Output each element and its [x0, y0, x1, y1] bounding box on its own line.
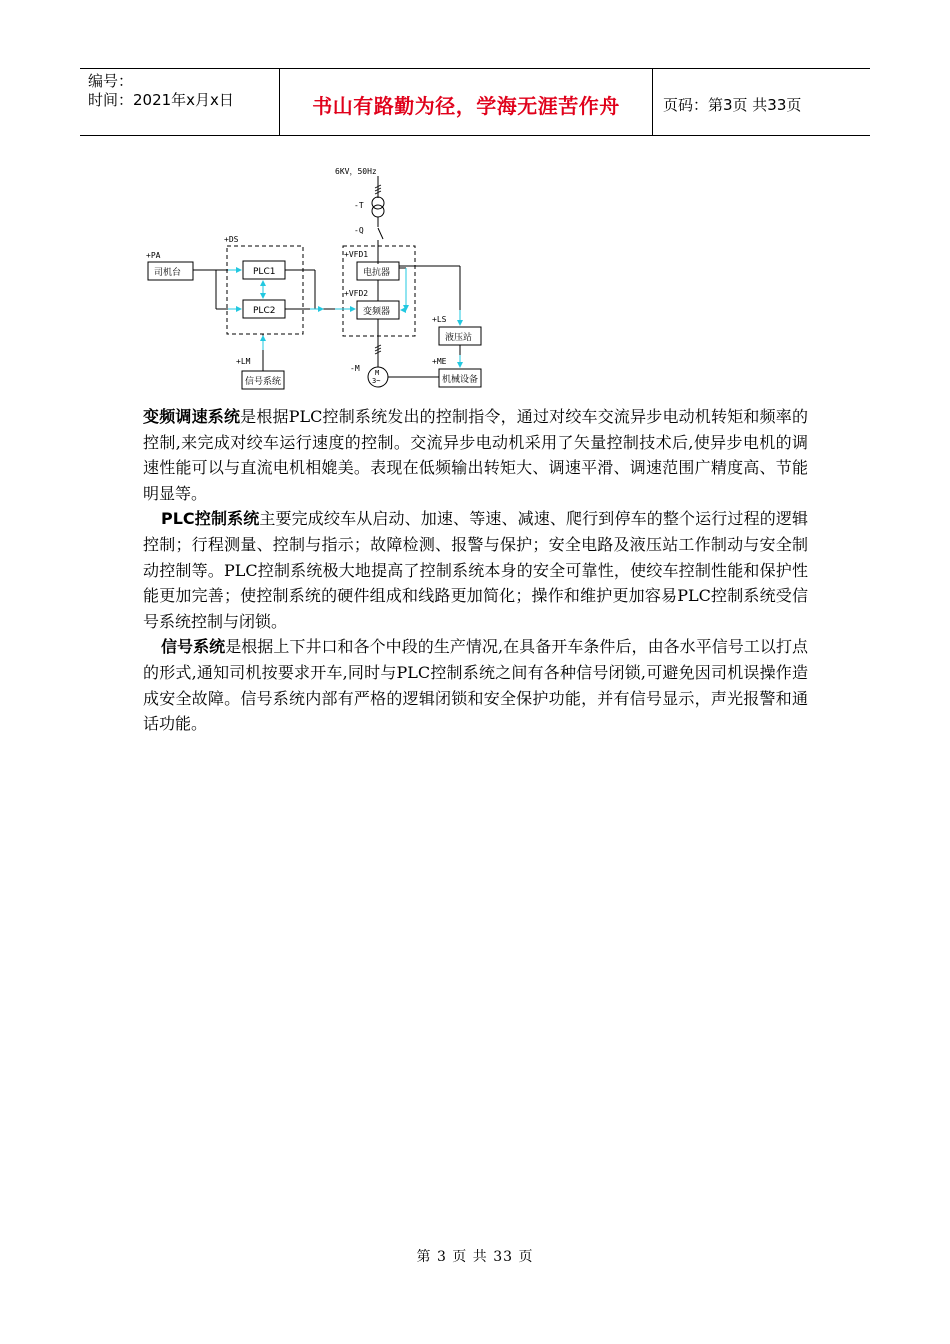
header-page-label: 页码：第3页 共33页: [663, 95, 802, 114]
switch-icon: [378, 228, 383, 239]
vfd2-tag: +VFD2: [344, 289, 369, 298]
reactor-label: 电抗器: [363, 268, 391, 278]
system-diagram: [140, 160, 500, 400]
motor-tag: -M: [350, 364, 360, 373]
page-footer: 第 3 页 共 33 页: [416, 1249, 534, 1265]
doc-number-label: 编号：: [88, 72, 134, 90]
body-text: [143, 404, 808, 737]
lm-tag: +LM: [236, 357, 251, 366]
term-signal: 信号系统: [161, 637, 226, 657]
cable-mark-icon-2: [375, 345, 381, 354]
paragraph-vfd-text: 是根据PLC控制系统发出的控制指令，通过对绞车交流异步电动机转矩和频率的控制,来完成对绞车运行速度的控制。交流异步电动机采用了矢量控制技术后,使异步电机的调速性能可以与直流电机相媲美。表现在低频输出转矩大、调速平滑、调速范围广精度高、节能明显等。: [143, 407, 808, 503]
signal-label: 信号系统: [245, 377, 282, 387]
motor-phase: 3~: [372, 377, 381, 385]
paragraph-plc-text: 主要完成绞车从启动、加速、等速、减速、爬行到停车的整个运行过程的逻辑控制；行程测量、控制与指示；故障检测、报警与保护；安全电路及液压站工作制动与安全制动控制等。PLC控制系统极大地提高了控制系统本身的安全可靠性，使绞车控制性能和保护性能更加完善；使控制系统的硬件组成和线路更加简化；操作和维护更加容易PLC控制系统受信号系统控制与闭锁。: [143, 509, 808, 631]
transformer-tag: -T: [354, 201, 364, 210]
hydraulic-label: 液压站: [445, 333, 473, 343]
ds-tag: +DS: [224, 235, 239, 244]
term-plc: PLC控制系统: [161, 509, 260, 529]
switch-tag: -Q: [354, 226, 364, 235]
pa-tag: +PA: [146, 251, 161, 260]
ls-tag: +LS: [432, 315, 447, 324]
driver-desk-label: 司机台: [154, 268, 182, 278]
paragraph-vfd: [143, 404, 808, 506]
paragraph-plc: [143, 506, 808, 634]
ds-group: [227, 246, 303, 334]
paragraph-signal-text: 是根据上下井口和各个中段的生产情况,在具备开车条件后，由各水平信号工以打点的形式,通知司机按要求开车,同时与PLC控制系统之间有各种信号闭锁,可避免因司机误操作造成安全故障。信号系统内部有严格的逻辑闭锁和安全保护功能，并有信号显示，声光报警和通话功能。: [143, 637, 808, 734]
page-header: [80, 68, 870, 136]
machinery-label: 机械设备: [442, 375, 479, 385]
header-motto: 书山有路勤为径，学海无涯苦作舟: [280, 69, 653, 135]
vfd1-tag: +VFD1: [344, 250, 369, 259]
system-diagram-svg: [140, 160, 500, 400]
paragraph-signal: [143, 634, 808, 736]
plc1-label: PLC1: [253, 267, 276, 277]
cable-mark-icon: [375, 185, 381, 194]
doc-time-label: 时间：2021年x月x日: [88, 91, 234, 109]
motor-m: M: [375, 369, 380, 377]
plc2-label: PLC2: [253, 306, 276, 316]
header-meta: [80, 69, 280, 135]
inverter-label: 变频器: [363, 307, 391, 317]
supply-label: 6KV，50Hz: [335, 167, 377, 176]
me-tag: +ME: [432, 357, 447, 366]
term-vfd: 变频调速系统: [143, 407, 241, 426]
